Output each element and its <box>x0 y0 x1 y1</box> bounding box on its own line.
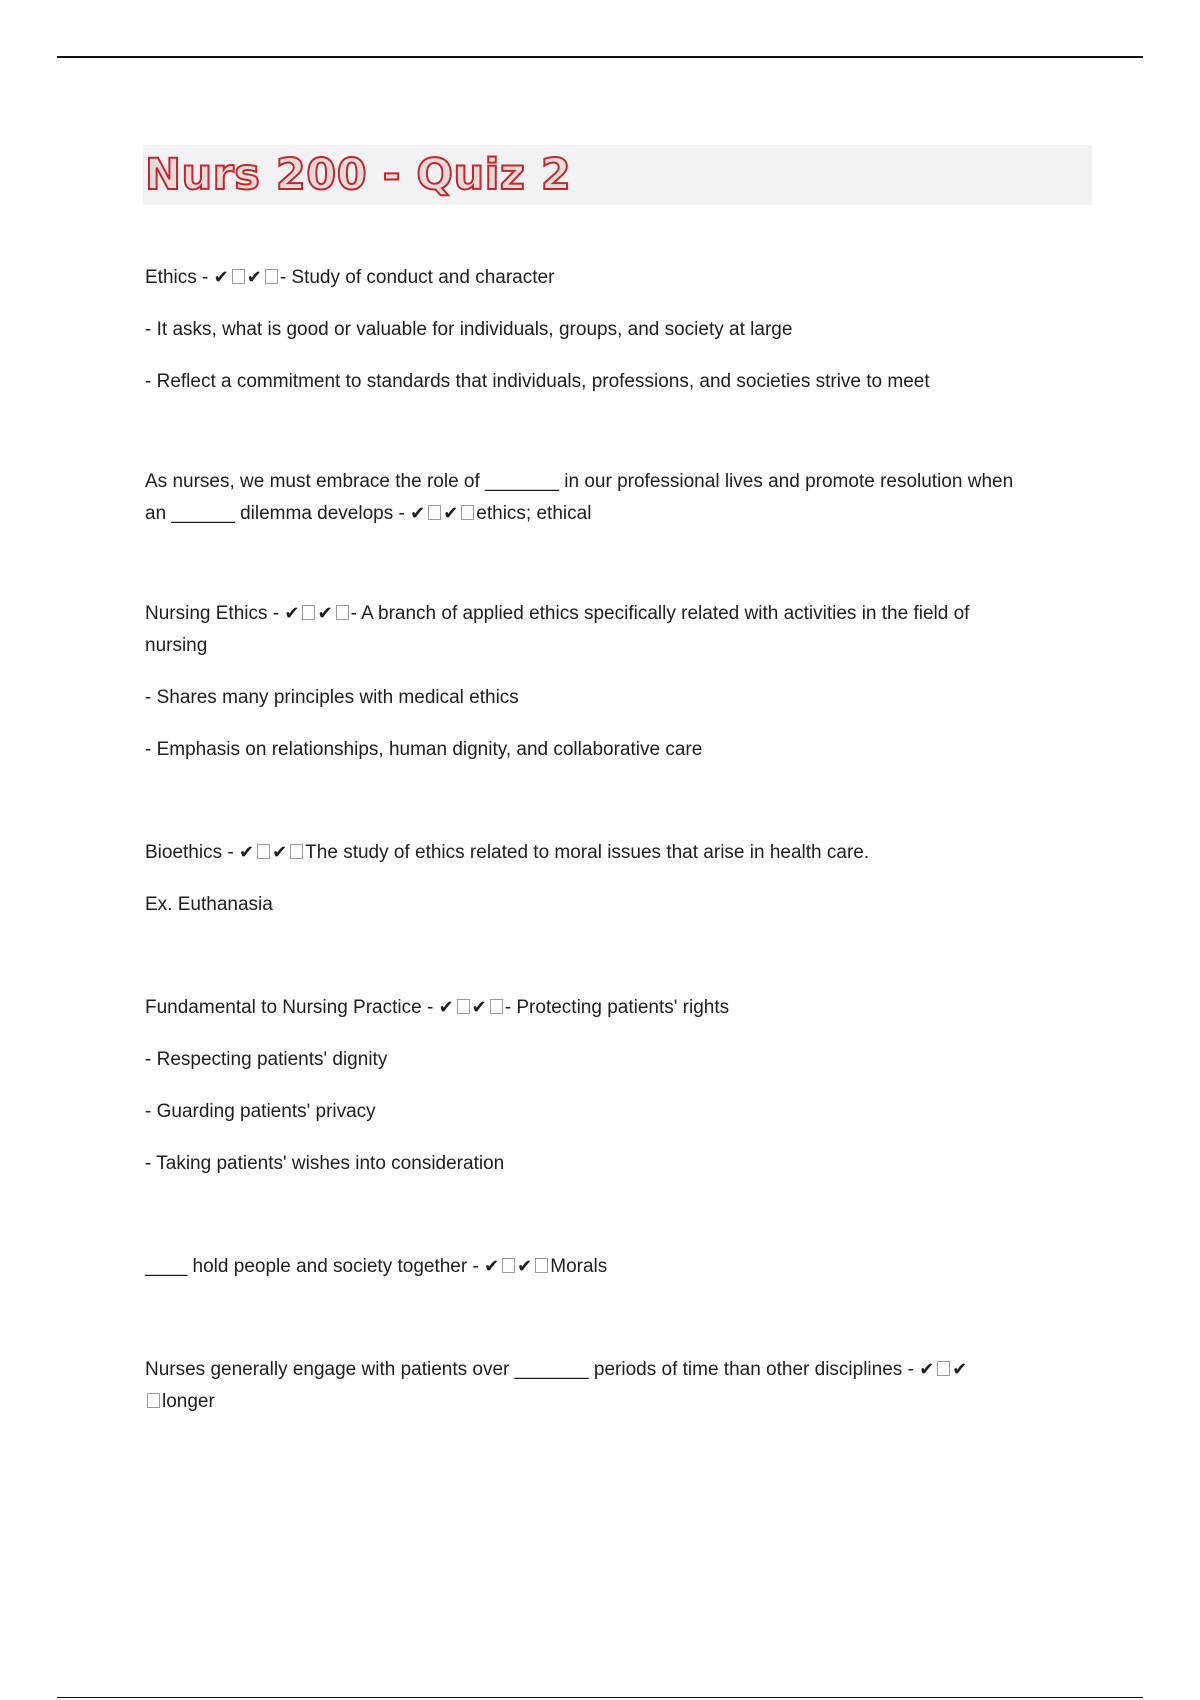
answer-line: - Guarding patients' privacy <box>145 1101 376 1122</box>
answer-text: ethics; ethical <box>476 503 592 524</box>
answer-line <box>145 1386 1085 1418</box>
question-line <box>145 498 1085 530</box>
bottom-rule <box>57 1697 1143 1698</box>
flashcard-bioethics <box>145 837 1085 921</box>
answer-text: Morals <box>550 1256 608 1277</box>
checkbox-glyph-icon <box>302 605 315 620</box>
checkbox-glyph-icon <box>428 505 441 520</box>
title-banner <box>143 145 1092 205</box>
answer-text: - A branch of applied ethics specifically related with activities in the field of <box>350 603 970 624</box>
answer-text: The study of ethics related to moral issues that arise in health care. <box>305 842 870 863</box>
answer-text: longer <box>162 1391 215 1412</box>
question-text: Fundamental to Nursing Practice - <box>145 997 439 1018</box>
answer-line: nursing <box>145 635 208 656</box>
check-icon: ✔ <box>272 842 289 863</box>
check-icon: ✔ <box>213 267 230 288</box>
check-icon: ✔ <box>517 1256 534 1277</box>
checkbox-glyph-icon <box>232 269 245 284</box>
answer-text: - Protecting patients' rights <box>504 997 730 1018</box>
check-icon: ✔ <box>410 503 427 524</box>
question-text: Nurses generally engage with patients over _______ periods of time than other disciplines - <box>145 1359 920 1380</box>
answer-line: - Emphasis on relationships, human dignity, and collaborative care <box>145 739 703 760</box>
question-line <box>145 598 1085 630</box>
check-icon: ✔ <box>919 1359 936 1380</box>
answer-line: - It asks, what is good or valuable for individuals, groups, and society at large <box>145 319 793 340</box>
answer-line: - Reflect a commitment to standards that individuals, professions, and societies strive to meet <box>145 371 930 392</box>
check-icon: ✔ <box>471 997 488 1018</box>
check-icon: ✔ <box>438 997 455 1018</box>
checkbox-glyph-icon <box>461 505 474 520</box>
checkbox-glyph-icon <box>490 999 503 1014</box>
question-text: an ______ dilemma develops - <box>145 503 411 524</box>
question-text: ____ hold people and society together - <box>145 1256 485 1277</box>
checkbox-glyph-icon <box>457 999 470 1014</box>
check-icon: ✔ <box>952 1359 969 1380</box>
check-icon: ✔ <box>246 267 263 288</box>
flashcard-nursing-ethics <box>145 598 1085 766</box>
checkbox-glyph-icon <box>937 1361 950 1376</box>
checkbox-glyph-icon <box>147 1393 160 1408</box>
question-line <box>145 262 1085 294</box>
answer-line: - Taking patients' wishes into consideration <box>145 1153 505 1174</box>
top-rule <box>57 56 1143 58</box>
check-icon: ✔ <box>284 603 301 624</box>
checkbox-glyph-icon <box>290 844 303 859</box>
check-icon: ✔ <box>484 1256 501 1277</box>
answer-line: - Shares many principles with medical ethics <box>145 687 519 708</box>
question-line <box>145 992 1085 1024</box>
checkbox-glyph-icon <box>502 1258 515 1273</box>
document-body <box>145 262 1085 1418</box>
checkbox-glyph-icon <box>535 1258 548 1273</box>
question-text: Ethics - <box>145 267 214 288</box>
flashcard-ethics <box>145 262 1085 398</box>
answer-line: Ex. Euthanasia <box>145 894 273 915</box>
answer-line: - Respecting patients' dignity <box>145 1049 388 1070</box>
answer-text: - Study of conduct and character <box>279 267 555 288</box>
question-line <box>145 1354 1085 1386</box>
flashcard-longer <box>145 1354 1085 1418</box>
flashcard-morals <box>145 1251 1085 1283</box>
check-icon: ✔ <box>443 503 460 524</box>
question-text: Nursing Ethics - <box>145 603 285 624</box>
question-text: Bioethics - <box>145 842 239 863</box>
question-line <box>145 837 1085 869</box>
question-line <box>145 1251 1085 1283</box>
checkbox-glyph-icon <box>265 269 278 284</box>
check-icon: ✔ <box>317 603 334 624</box>
question-line: As nurses, we must embrace the role of _______ in our professional lives and promote resolution when <box>145 471 1014 492</box>
check-icon: ✔ <box>238 842 256 863</box>
flashcard-role-of-ethics <box>145 466 1085 530</box>
flashcard-fundamental-practice <box>145 992 1085 1180</box>
checkbox-glyph-icon <box>257 844 270 859</box>
checkbox-glyph-icon <box>336 605 349 620</box>
page-title: Nurs 200 - Quiz 2 <box>145 150 572 200</box>
